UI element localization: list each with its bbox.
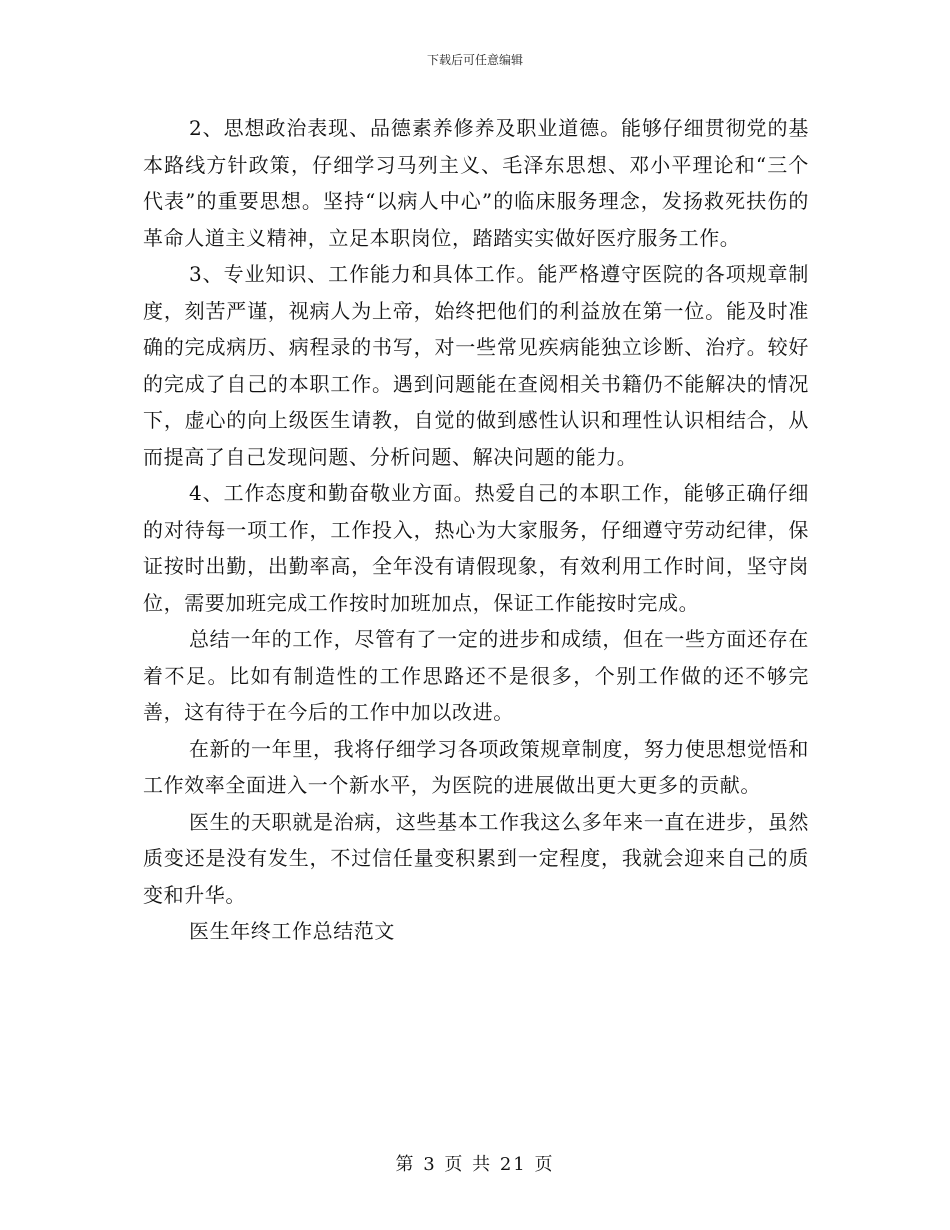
paragraph-doctor-duty: 医生的天职就是治病，这些基本工作我这么多年来一直在进步，虽然质变还是没有发生，不过信任量变积累到一定程度，我就会迎来自己的质变和升华。 (143, 809, 809, 907)
paragraph-professional-knowledge: 3、专业知识、工作能力和具体工作。能严格遵守医院的各项规章制度，刻苦严谨，视病人为上帝，始终把他们的利益放在第一位。能及时准确的完成病历、病程录的书写，对一些常见疾病能独立诊断、治疗。较好的完成了自己的本职工作。遇到问题能在查阅相关书籍仍不能解决的情况下，虚心的向上级医生请教，自觉的做到感性认识和理性认识相结合，从而提高了自己发现问题、分析问题、解决问题的能力。 (143, 262, 809, 469)
paragraph-new-year-plan: 在新的一年里，我将仔细学习各项政策规章制度，努力使思想觉悟和工作效率全面进入一个新水平，为医院的进展做出更大更多的贡献。 (143, 736, 809, 797)
paragraph-work-attitude: 4、工作态度和勤奋敬业方面。热爱自己的本职工作，能够正确仔细的对待每一项工作，工作投入，热心为大家服务，仔细遵守劳动纪律，保证按时出勤，出勤率高，全年没有请假现象，有效利用工作时间，坚守岗位，需要加班完成工作按时加班加点，保证工作能按时完成。 (143, 481, 809, 615)
paragraph-political-performance: 2、思想政治表现、品德素养修养及职业道德。能够仔细贯彻党的基本路线方针政策，仔细学习马列主义、毛泽东思想、邓小平理论和“三个代表”的重要思想。坚持“以病人中心”的临床服务理念，发扬救死扶伤的革命人道主义精神，立足本职岗位，踏踏实实做好医疗服务工作。 (143, 116, 809, 250)
document-body (143, 110, 809, 950)
paragraph-year-summary: 总结一年的工作，尽管有了一定的进步和成绩，但在一些方面还存在着不足。比如有制造性的工作思路还不是很多，个别工作做的还不够完善，这有待于在今后的工作中加以改进。 (143, 627, 809, 724)
page-number: 第 3 页 共 21 页 (395, 1154, 555, 1175)
section-title: 医生年终工作总结范文 (189, 919, 395, 943)
page-header: 下载后可任意编辑 (426, 53, 523, 67)
